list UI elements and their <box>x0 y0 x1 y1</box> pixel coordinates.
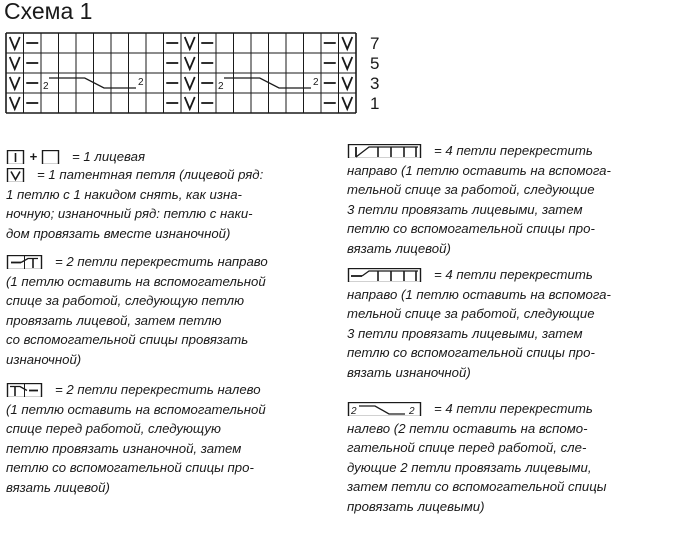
legend-line: 3 петли провязать лицевыми, затем <box>347 325 583 341</box>
legend-line: петлю со вспомогательной спицы про- <box>6 460 254 476</box>
legend-line <box>347 265 611 285</box>
cable-number: 2 <box>313 77 319 88</box>
legend-cross-left-4 <box>347 399 606 517</box>
cable-crossing-line <box>224 78 311 88</box>
legend-line: петлю со вспомогательной спицы про- <box>347 221 595 237</box>
legend-line: затем петли со вспомогательной спицы <box>347 479 607 495</box>
legend-line: петлю провязать изнаночной, затем <box>6 440 242 456</box>
legend-line: петлю со вспомогательной спицы про- <box>347 345 595 361</box>
legend-line: дующие 2 петли провязать лицевыми, <box>347 459 592 475</box>
cross-left-2-icon <box>6 383 44 397</box>
legend-knit <box>6 147 145 167</box>
knit-symbol-icon <box>6 150 26 164</box>
cable-number: 2 <box>43 81 49 92</box>
twisted-stitch-mark <box>185 57 195 69</box>
legend-text: = 4 петли перекрестить <box>434 143 593 158</box>
cross-right-4a-icon <box>347 144 423 158</box>
twisted-stitch-mark <box>342 97 352 109</box>
legend-line: вязать лицевой) <box>347 240 451 256</box>
legend-line: направо (1 петлю оставить на вспомога- <box>347 162 611 178</box>
row-number: 1 <box>370 94 380 113</box>
twisted-stitch-mark <box>10 77 20 89</box>
legend-line <box>6 380 266 400</box>
legend-line <box>6 165 263 185</box>
cross-right-2-icon <box>6 255 44 269</box>
legend-knit-text: = 1 лицевая <box>72 149 146 164</box>
legend-line: провязать лицевой, затем петлю <box>6 312 222 328</box>
legend-cross-right-4b <box>347 265 611 383</box>
twisted-stitch-mark <box>185 37 195 49</box>
twisted-stitch-icon <box>6 168 26 182</box>
legend-line: вязать изнаночной) <box>347 364 471 380</box>
legend-line: направо (1 петлю оставить на вспомога- <box>347 286 611 302</box>
legend-cross-right-2 <box>6 252 268 370</box>
twisted-stitch-mark <box>10 37 20 49</box>
legend-line: налево (2 петли оставить на вспомо- <box>347 420 588 436</box>
legend-knit-line <box>6 147 145 167</box>
legend-line: вязать лицевой) <box>6 479 110 495</box>
legend-cross-right-4a <box>347 141 611 259</box>
legend-cross-left-2 <box>6 380 266 498</box>
cable-crossing-line <box>49 78 136 88</box>
row-number: 7 <box>370 34 380 53</box>
twisted-stitch-mark <box>342 57 352 69</box>
row-number: 3 <box>370 74 380 93</box>
legend-line: спице перед работой, следующую <box>6 421 221 437</box>
cable-number-left: 2 <box>351 406 357 416</box>
twisted-stitch-mark <box>342 77 352 89</box>
cable-number: 2 <box>138 77 144 88</box>
legend-line: изнаночной) <box>6 351 82 367</box>
legend-text: = 2 петли перекрестить налево <box>55 382 261 397</box>
twisted-stitch-mark <box>10 57 20 69</box>
cross-right-4b-icon <box>347 268 423 282</box>
legend-line <box>6 252 268 272</box>
legend-line: тельной спице за работой, следующие <box>347 306 595 322</box>
legend-line: тельной спице за работой, следующие <box>347 182 595 198</box>
twisted-stitch-mark <box>342 37 352 49</box>
cable-number-right: 2 <box>409 406 415 416</box>
twisted-stitch-mark <box>185 77 195 89</box>
legend-text: = 4 петли перекрестить <box>434 267 593 282</box>
legend-line: дом провязать вместе изнаночной) <box>6 225 231 241</box>
legend-plus: + <box>29 149 38 164</box>
legend-text: = 1 патентная петля (лицевой ряд: <box>37 167 264 182</box>
legend-line: спице за работой, следующую петлю <box>6 293 245 309</box>
legend-line: 1 петлю с 1 накидом снять, как изна- <box>6 186 242 202</box>
twisted-stitch-mark <box>185 97 195 109</box>
legend-line: (1 петлю оставить на вспомогательной <box>6 273 266 289</box>
legend-line: со вспомогательной спицы провязать <box>6 332 249 348</box>
twisted-stitch-mark <box>10 97 20 109</box>
legend-text: = 2 петли перекрестить направо <box>55 254 268 269</box>
legend-line: провязать лицевыми) <box>347 498 485 514</box>
legend-line <box>347 399 606 419</box>
cable-number: 2 <box>218 81 224 92</box>
legend-line: (1 петлю оставить на вспомогательной <box>6 401 266 417</box>
legend-line: гательной спице перед работой, сле- <box>347 440 587 456</box>
legend-line <box>347 141 611 161</box>
cross-left-4-icon <box>347 402 423 416</box>
legend-line: 3 петли провязать лицевыми, затем <box>347 201 583 217</box>
legend-line: ночную; изнаночный ряд: петлю с наки- <box>6 206 253 222</box>
legend-twisted <box>6 165 263 243</box>
chart-title: Схема 1 <box>4 0 93 24</box>
empty-cell-icon <box>41 150 61 164</box>
row-number: 5 <box>370 54 380 73</box>
legend-text: = 4 петли перекрестить <box>434 401 593 416</box>
